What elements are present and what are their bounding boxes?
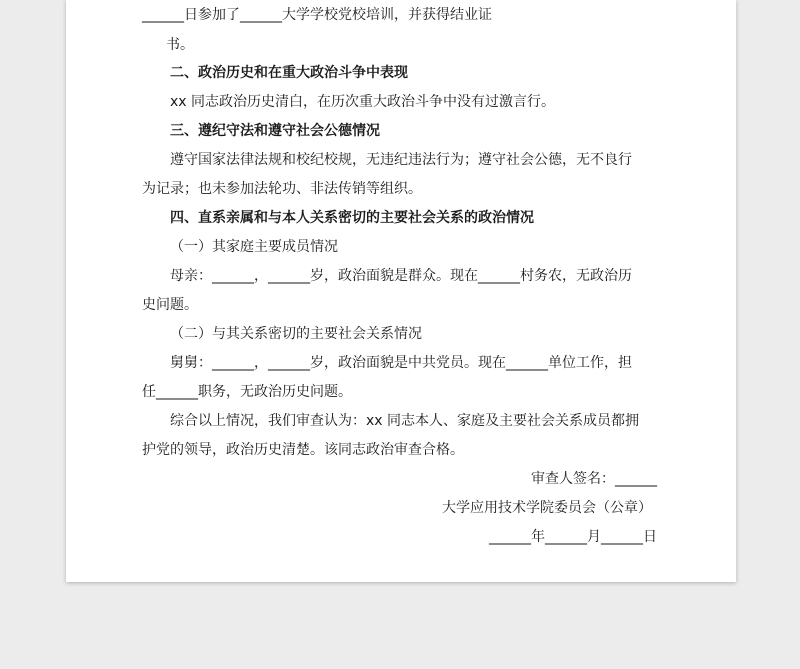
paragraph-line-11: 史问题。: [142, 297, 198, 313]
paragraph-line-13: 舅舅：______，______岁，政治面貌是中共党员。现在______单位工作，担: [170, 355, 632, 371]
reviewer-signature: 审查人签名：______: [531, 471, 657, 487]
paragraph-line-2: 书。: [166, 37, 194, 53]
document-page: [66, 0, 736, 582]
paragraph-line-14: 任______职务，无政治历史问题。: [142, 384, 352, 400]
paragraph-line-10: 母亲：______，______岁，政治面貌是群众。现在______村务农，无政治历: [170, 268, 632, 284]
paragraph-line-4: xx 同志政治历史清白，在历次重大政治斗争中没有过激言行。: [170, 94, 556, 110]
subheading-family: （一）其家庭主要成员情况: [170, 239, 338, 255]
section-heading-2: 二、政治历史和在重大政治斗争中表现: [170, 65, 408, 81]
section-heading-4: 四、直系亲属和与本人关系密切的主要社会关系的政治情况: [170, 210, 534, 226]
committee-name: 大学应用技术学院委员会（公章）: [442, 500, 652, 516]
paragraph-line-6: 遵守国家法律法规和校纪校规，无违纪违法行为；遵守社会公德，无不良行: [170, 152, 632, 168]
paragraph-line-15: 综合以上情况，我们审查认为：xx 同志本人、家庭及主要社会关系成员都拥: [170, 413, 640, 429]
subheading-relations: （二）与其关系密切的主要社会关系情况: [170, 326, 422, 342]
signature-date: ______年______月______日: [489, 529, 657, 545]
section-heading-3: 三、遵纪守法和遵守社会公德情况: [170, 123, 380, 139]
paragraph-line-16: 护党的领导，政治历史清楚。该同志政治审查合格。: [142, 442, 464, 458]
paragraph-line-7: 为记录；也未参加法轮功、非法传销等组织。: [142, 181, 422, 197]
paragraph-line-1: ______日参加了______大学学校党校培训，并获得结业证: [142, 7, 492, 23]
